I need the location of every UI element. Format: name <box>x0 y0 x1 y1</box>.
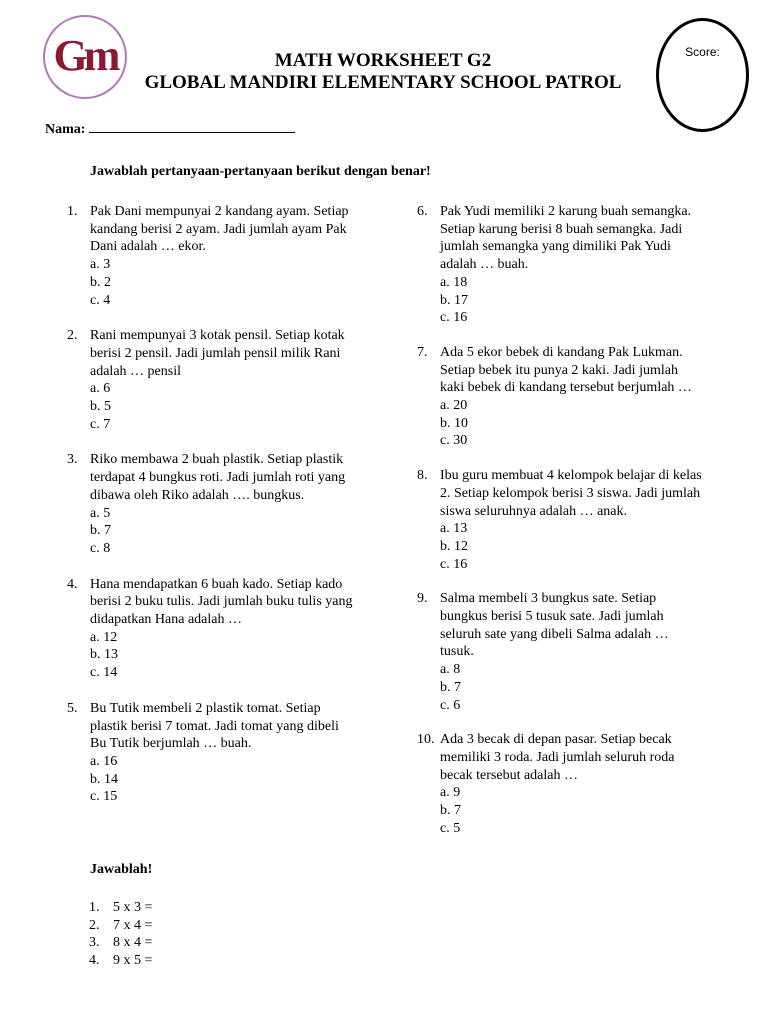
answer-option[interactable]: b. 2 <box>90 274 111 290</box>
exercise-text: 8 x 4 = <box>113 935 153 951</box>
question-text-line: Dani adalah … ekor. <box>90 239 206 255</box>
question-item <box>417 344 737 450</box>
questions-left-column <box>67 203 387 806</box>
question-text-line: siswa seluruhnya adalah … anak. <box>440 503 627 519</box>
question-text-line: Ibu guru membuat 4 kelompok belajar di kelas <box>440 468 702 484</box>
section2-title: Jawablah! <box>90 862 153 877</box>
question-item <box>417 731 737 837</box>
answer-option[interactable]: b. 5 <box>90 399 111 415</box>
question-number: 3. <box>67 452 78 468</box>
answer-option[interactable]: a. 18 <box>440 274 468 290</box>
question-text-line: jumlah semangka yang dimiliki Pak Yudi <box>440 239 671 255</box>
exercise-number: 4. <box>89 953 100 969</box>
question-text-line: Bu Tutik berjumlah … buah. <box>90 736 252 752</box>
question-text-line: kandang berisi 2 ayam. Jadi jumlah ayam Pak <box>90 221 347 237</box>
question-text-line: didapatkan Hana adalah … <box>90 612 242 628</box>
answer-option[interactable]: a. 16 <box>90 753 118 769</box>
answer-option[interactable]: b. 7 <box>90 523 111 539</box>
exercise-number: 3. <box>89 935 100 951</box>
question-item <box>67 327 387 433</box>
answer-option[interactable]: a. 5 <box>90 505 111 521</box>
answer-option[interactable]: c. 14 <box>90 665 118 681</box>
name-field[interactable] <box>45 119 295 138</box>
question-text-line: Hana mendapatkan 6 buah kado. Setiap kado <box>90 576 343 592</box>
question-number: 2. <box>67 328 78 344</box>
exercise-text: 9 x 5 = <box>113 953 153 969</box>
answer-option[interactable]: b. 13 <box>90 647 118 663</box>
answer-option[interactable]: b. 7 <box>440 803 461 819</box>
question-number: 6. <box>417 204 428 219</box>
instruction-text: Jawablah pertanyaan-pertanyaan berikut dengan benar! <box>90 164 431 179</box>
answer-option[interactable]: a. 3 <box>90 257 111 273</box>
exercise-number: 2. <box>89 917 100 933</box>
question-text-line: Bu Tutik membeli 2 plastik tomat. Setiap <box>90 700 321 716</box>
question-text-line: tusuk. <box>440 644 474 660</box>
question-item <box>67 576 387 682</box>
questions-right-column <box>417 203 737 838</box>
question-text-line: Pak Yudi memiliki 2 karung buah semangka. <box>440 204 692 219</box>
answer-option[interactable]: c. 8 <box>90 540 111 556</box>
answer-option[interactable]: c. 5 <box>440 820 461 836</box>
question-text-line: bungkus berisi 5 tusuk sate. Jadi jumlah <box>440 609 664 625</box>
question-number: 10. <box>417 732 435 748</box>
answer-option[interactable]: c. 4 <box>90 292 111 308</box>
section2-list <box>89 899 152 970</box>
answer-option[interactable]: c. 16 <box>440 310 468 326</box>
question-text-line: Salma membeli 3 bungkus sate. Setiap <box>440 591 657 607</box>
question-number: 9. <box>417 591 428 607</box>
question-text-line: plastik berisi 7 tomat. Jadi tomat yang dibeli <box>90 718 339 734</box>
question-item <box>67 451 387 557</box>
answer-option[interactable]: a. 20 <box>440 398 468 414</box>
question-item <box>67 203 387 309</box>
question-number: 7. <box>417 344 428 360</box>
answer-option[interactable]: a. 8 <box>440 662 461 678</box>
answer-option[interactable]: c. 15 <box>90 789 118 805</box>
answer-option[interactable]: c. 7 <box>90 416 111 432</box>
question-text-line: Riko membawa 2 buah plastik. Setiap plastik <box>90 452 344 468</box>
answer-option[interactable]: a. 6 <box>90 381 111 397</box>
question-text-line: seluruh sate yang dibeli Salma adalah … <box>440 626 669 642</box>
question-text-line: memiliki 3 roda. Jadi jumlah seluruh roda <box>440 749 675 765</box>
question-item <box>417 203 737 327</box>
answer-option[interactable]: c. 30 <box>440 433 468 449</box>
question-text-line: adalah … buah. <box>440 257 529 273</box>
question-number: 4. <box>67 576 78 592</box>
question-text-line: Pak Dani mempunyai 2 kandang ayam. Setiap <box>90 204 349 219</box>
question-text-line: berisi 2 pensil. Jadi jumlah pensil milik Rani <box>90 345 341 361</box>
question-text-line: kaki bebek di kandang tersebut berjumlah … <box>440 380 692 396</box>
question-number: 8. <box>417 468 428 484</box>
question-item <box>417 590 737 714</box>
exercise-number: 1. <box>89 900 100 915</box>
score-label: Score: <box>685 45 720 59</box>
answer-option[interactable]: b. 12 <box>440 538 468 554</box>
name-blank-line[interactable] <box>89 119 295 133</box>
exercise-text: 5 x 3 = <box>113 900 153 915</box>
question-text-line: Setiap karung berisi 8 buah semangka. Jadi <box>440 221 683 237</box>
exercise-item <box>89 899 152 917</box>
answer-option[interactable]: b. 10 <box>440 415 468 431</box>
answer-option[interactable]: c. 16 <box>440 556 468 572</box>
question-text-line: 2. Setiap kelompok berisi 3 siswa. Jadi jumlah <box>440 485 701 501</box>
question-text-line: terdapat 4 bungkus roti. Jadi jumlah roti yang <box>90 470 346 486</box>
question-text-line: berisi 2 buku tulis. Jadi jumlah buku tulis yang <box>90 594 353 610</box>
question-text-line: becak tersebut adalah … <box>440 767 578 783</box>
question-number: 5. <box>67 700 78 716</box>
question-text-line: Setiap bebek itu punya 2 kaki. Jadi jumlah <box>440 362 678 378</box>
worksheet-title: MATH WORKSHEET G2 <box>274 50 492 71</box>
logo-text: Gm <box>53 30 117 80</box>
exercise-item <box>89 917 152 935</box>
question-text-line: Ada 5 ekor bebek di kandang Pak Lukman. <box>440 344 683 360</box>
exercise-text: 7 x 4 = <box>113 917 153 933</box>
question-text-line: Rani mempunyai 3 kotak pensil. Setiap kotak <box>90 328 345 344</box>
answer-option[interactable]: a. 12 <box>90 629 118 645</box>
question-text-line: dibawa oleh Riko adalah …. bungkus. <box>90 487 305 503</box>
exercise-item <box>89 952 152 970</box>
answer-option[interactable]: b. 14 <box>90 771 118 787</box>
question-number: 1. <box>67 204 78 219</box>
question-item <box>417 467 737 573</box>
answer-option[interactable]: a. 9 <box>440 785 461 801</box>
school-name: GLOBAL MANDIRI ELEMENTARY SCHOOL PATROL <box>144 72 622 93</box>
question-text-line: Ada 3 becak di depan pasar. Setiap becak <box>440 732 672 748</box>
name-label: Nama: <box>45 122 86 137</box>
exercise-item <box>89 934 152 952</box>
score-box[interactable] <box>656 18 749 132</box>
answer-option[interactable]: c. 6 <box>440 697 461 713</box>
question-text-line: adalah … pensil <box>90 363 181 379</box>
answer-option[interactable]: b. 17 <box>440 292 468 308</box>
question-item <box>67 700 387 806</box>
answer-option[interactable]: b. 7 <box>440 679 461 695</box>
answer-option[interactable]: a. 13 <box>440 521 468 537</box>
